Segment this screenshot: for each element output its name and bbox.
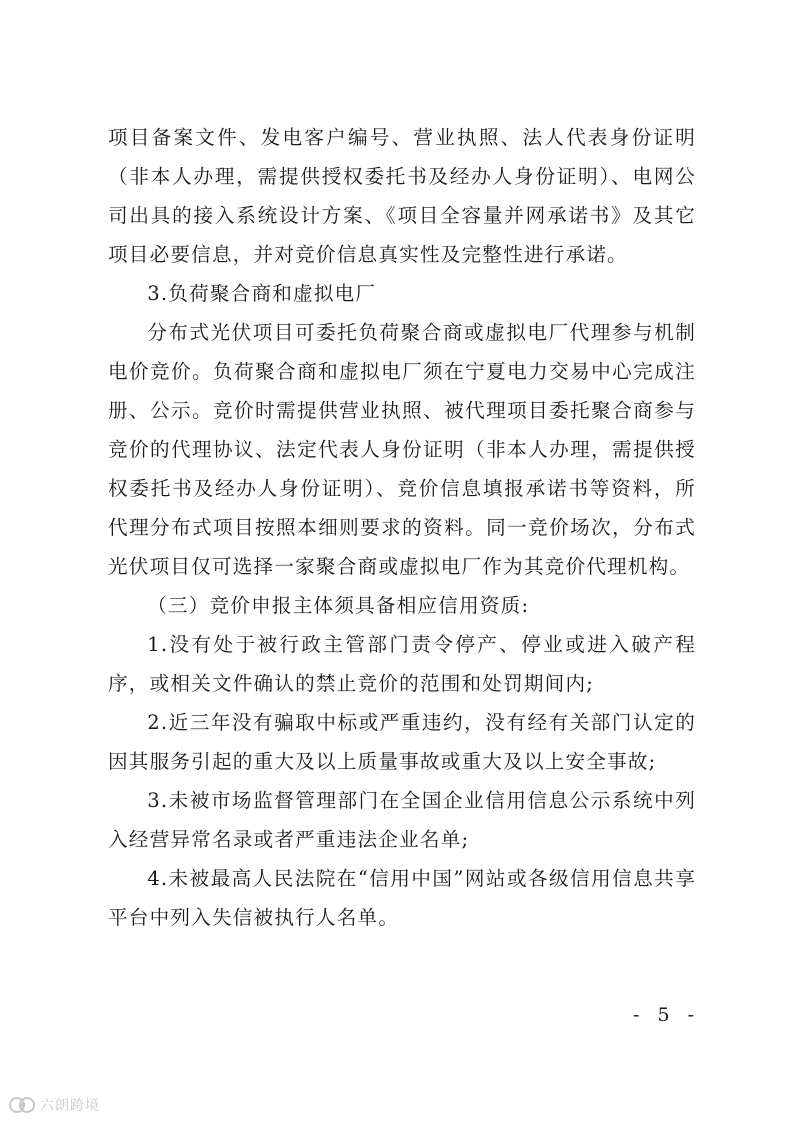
list-item-1: 1.没有处于被行政主管部门责令停产、停业或进入破产程序，或相关文件确认的禁止竞价的范围和处罚期间内; <box>108 633 696 695</box>
paragraph-continuation: 项目备案文件、发电客户编号、营业执照、法人代表身份证明（非本人办理，需提供授权委托书及经办人身份证明）、电网公司出具的接入系统设计方案、《项目全容量并网承诺书》及其它项目必要信息，并对竞价信息真实性及完整性进行承诺。 <box>108 126 696 266</box>
watermark-logo-icon <box>8 1094 36 1116</box>
paragraph-aggregator-details: 分布式光伏项目可委托负荷聚合商或虚拟电厂代理参与机制电价竞价。负荷聚合商和虚拟电厂须在宁夏电力交易中心完成注册、公示。竞价时需提供营业执照、被代理项目委托聚合商参与竞价的代理协议、法定代表人身份证明（非本人办理，需提供授权委托书及经办人身份证明）、竞价信息填报承诺书等资料，所代理分布式项目按照本细则要求的资料。同一竞价场次，分布式光伏项目仅可选择一家聚合商或虚拟电厂作为其竞价代理机构。 <box>108 321 696 578</box>
list-item-4: 4.未被最高人民法院在“信用中国”网站或各级信用信息共享平台中列入失信被执行人名单。 <box>108 867 696 929</box>
section-heading-credit-qualification: （三）竞价申报主体须具备相应信用资质: <box>147 594 530 617</box>
section-heading-aggregators: 3.负荷聚合商和虚拟电厂 <box>147 282 377 305</box>
document-body <box>108 118 696 937</box>
watermark-text: 六朗跨境 <box>40 1098 100 1114</box>
list-item-3: 3.未被市场监督管理部门在全国企业信用信息公示系统中列入经营异常名录或者严重违法企业名单; <box>108 789 696 851</box>
list-item-2: 2.近三年没有骗取中标或严重违约，没有经有关部门认定的因其服务引起的重大及以上质量事故或重大及以上安全事故; <box>108 711 696 773</box>
page-number: - 5 - <box>633 1004 701 1026</box>
watermark <box>8 1094 100 1116</box>
